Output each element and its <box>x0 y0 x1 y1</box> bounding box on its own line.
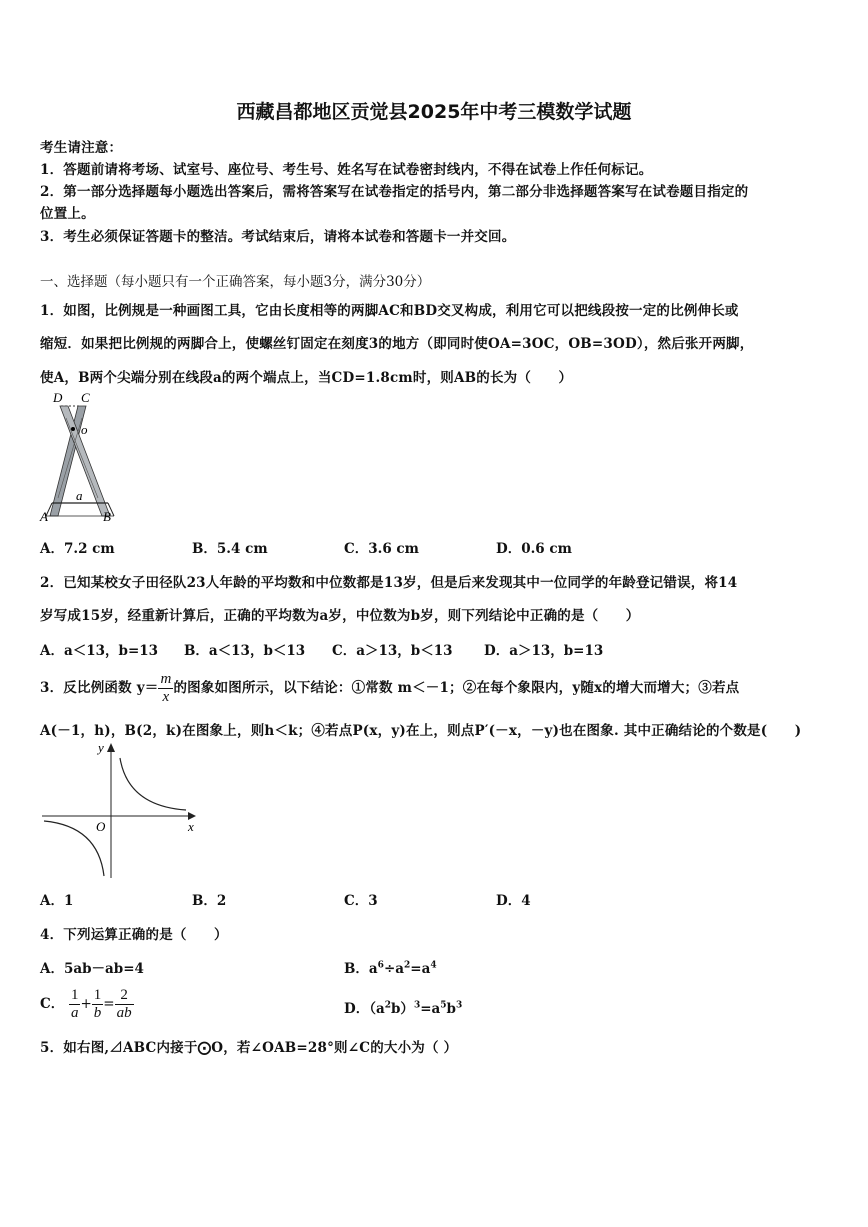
fraction <box>92 987 104 1022</box>
figure-label-c: C <box>81 390 90 405</box>
notice-item: 3．考生必须保证答题卡的整洁。考试结束后，请将本试卷和答题卡一并交回。 <box>40 229 516 245</box>
fraction-denominator: x <box>162 689 170 705</box>
option-a: A．a＜13，b=13 <box>40 643 159 659</box>
option-c: C．3.6 cm <box>344 541 419 557</box>
option-d: D．0.6 cm <box>496 541 572 557</box>
fraction-numerator: m <box>160 671 172 687</box>
option-b <box>344 957 437 977</box>
fraction <box>69 987 81 1022</box>
question-line: 5．如右图,⊿ABC内接于⨀O，若∠OAB=28°则∠C的大小为（ ） <box>40 1040 458 1056</box>
option-b: B．a＜13，b＜13 <box>184 643 306 659</box>
option-b: B．5.4 cm <box>192 541 268 557</box>
option-text: b） <box>390 1001 414 1017</box>
question-text: 的图象如图所示，以下结论：①常数 m＜－1；②在每个象限内，y随x的增大而增大；③若点 <box>173 680 740 696</box>
operator: + <box>80 996 92 1012</box>
exponent: 2 <box>404 960 411 971</box>
exponent: 3 <box>413 1000 421 1011</box>
question-line: A(－1，h)，B(2，k)在图象上，则h＜k；④若点P(x，y)在上，则点P′(－x，－y)也在图象. 其中正确结论的个数是( ) <box>40 723 802 739</box>
option-label: C． <box>40 996 65 1012</box>
exponent: 2 <box>384 1000 391 1011</box>
question-line <box>40 668 739 708</box>
option-text: =a <box>420 1001 441 1017</box>
question-line: 缩短．如果把比例规的两脚合上，使螺丝钉固定在刻度3的地方（即同时使OA=3OC，OB=3OD），然后张开两脚， <box>40 336 754 352</box>
option-c: C．3 <box>344 893 378 909</box>
exponent: 4 <box>430 960 437 971</box>
option-d: D．4 <box>496 893 531 909</box>
hyperbola-graph <box>38 738 204 880</box>
option-d: D．a＞13，b=13 <box>484 643 604 659</box>
question-line: 1．如图，比例规是一种画图工具，它由长度相等的两脚AC和BD交叉构成，利用它可以把线段按一定的比例伸长或 <box>40 303 739 319</box>
fraction-denominator: ab <box>116 1005 132 1021</box>
question-line: 4．下列运算正确的是（ ） <box>40 927 228 943</box>
option-a: A．1 <box>40 893 74 909</box>
figure-label-a: a <box>76 488 83 503</box>
figure-label-a-point: A <box>40 509 48 524</box>
question-line: 岁写成15岁，经重新计算后，正确的平均数为a岁，中位数为b岁，则下列结论中正确的是（ ） <box>40 608 640 624</box>
page-title: 西藏昌都地区贡觉县2025年中考三模数学试题 <box>236 101 632 123</box>
option-c <box>40 984 134 1024</box>
fraction-denominator: b <box>93 1005 102 1021</box>
option-d <box>344 997 462 1017</box>
option-a: A．5ab－ab=4 <box>40 961 144 977</box>
figure-label-d: D <box>53 390 63 405</box>
axis-label-y: y <box>98 740 104 755</box>
question-text: 3．反比例函数 y＝ <box>40 680 159 696</box>
exponent: 6 <box>377 960 384 971</box>
notice-item: 2．第一部分选择题每小题选出答案后，需将答案写在试卷指定的括号内，第二部分非选择题答案写在试卷题目指定的 <box>40 184 749 200</box>
axis-label-x: x <box>188 819 194 834</box>
fraction-numerator: 2 <box>115 987 134 1005</box>
option-a: A．7.2 cm <box>40 541 115 557</box>
exponent: 5 <box>440 1000 447 1011</box>
option-text: =a <box>410 961 431 977</box>
fraction-denominator: a <box>70 1005 79 1021</box>
option-text: B．a <box>344 961 378 977</box>
option-b: B．2 <box>192 893 227 909</box>
fraction-numerator: 1 <box>70 987 79 1003</box>
proportional-compass-figure <box>36 388 122 524</box>
section-heading: 一、选择题（每小题只有一个正确答案，每小题3分，满分30分） <box>40 274 431 290</box>
option-text: D．（a <box>344 1001 385 1017</box>
fraction <box>115 987 134 1022</box>
notice-item: 1．答题前请将考场、试室号、座位号、考生号、姓名写在试卷密封线内，不得在试卷上作任何标记。 <box>40 162 653 178</box>
figure-label-o: o <box>81 422 88 437</box>
figure-label-b-point: B <box>103 509 111 524</box>
option-c: C．a＞13，b＜13 <box>332 643 453 659</box>
operator: = <box>103 996 115 1012</box>
exponent: 3 <box>455 1000 463 1011</box>
notice-heading: 考生请注意： <box>40 140 123 156</box>
origin-label: O <box>96 819 106 834</box>
notice-item: 位置上。 <box>40 206 95 222</box>
question-line: 使A，B两个尖端分别在线段a的两个端点上，当CD=1.8cm时，则AB的长为（ ） <box>40 370 573 386</box>
question-line: 2．已知某校女子田径队23人年龄的平均数和中位数都是13岁，但是后来发现其中一位同学的年龄登记错误，将14 <box>40 575 738 591</box>
option-text: ÷a <box>383 961 404 977</box>
option-text: b <box>446 1001 456 1017</box>
fraction-numerator: 1 <box>93 987 102 1003</box>
fraction <box>158 671 173 706</box>
